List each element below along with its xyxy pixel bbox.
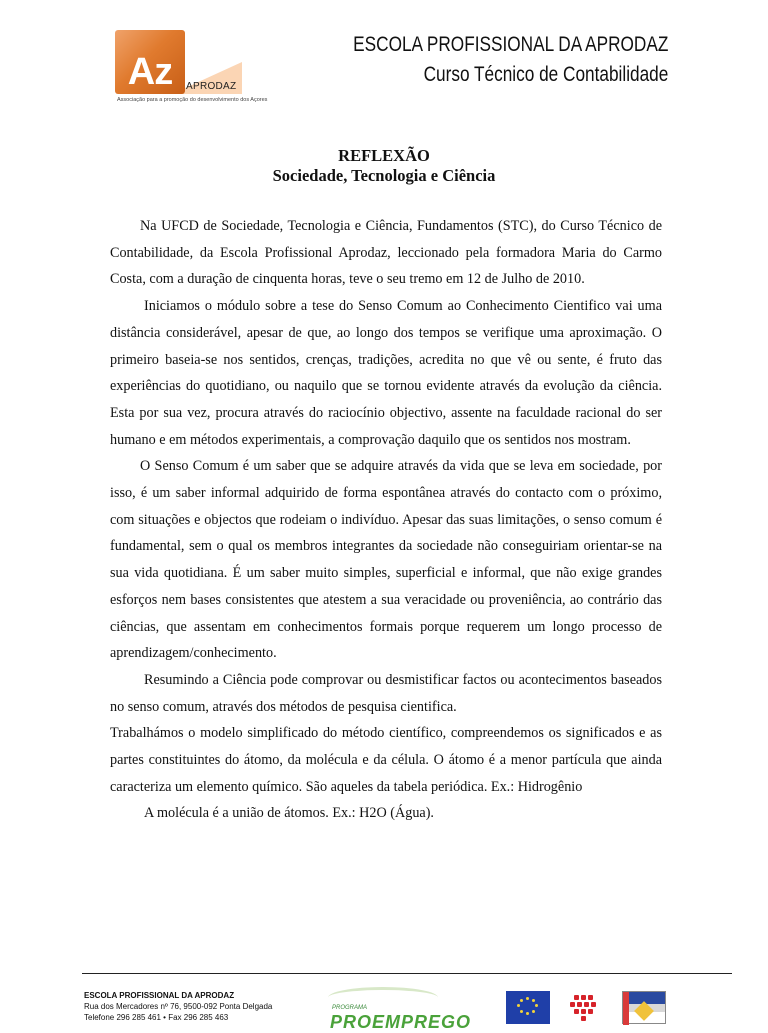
red-dot <box>574 1009 579 1014</box>
paragraph-4: Resumindo a Ciência pode comprovar ou desmistificar factos ou acontecimentos baseados no senso comum, através dos métodos de pesquisa cientifica. <box>110 671 662 715</box>
red-dot <box>581 1009 586 1014</box>
red-dot <box>584 1002 589 1007</box>
red-dot <box>574 995 579 1000</box>
red-dot <box>570 1002 575 1007</box>
azores-flag-logo <box>622 991 666 1024</box>
red-dot <box>588 995 593 1000</box>
header-course-name: Curso Técnico de Contabilidade <box>423 63 668 86</box>
proemprego-logo <box>328 985 472 1032</box>
logo-name: APRODAZ <box>186 81 237 92</box>
document-title: REFLEXÃO <box>338 146 430 165</box>
proemprego-name: PROEMPREGO <box>330 1012 472 1032</box>
footer-school-name: ESCOLA PROFISSIONAL DA APRODAZ <box>84 991 235 1000</box>
document-header <box>284 30 668 90</box>
footer-divider <box>82 973 732 974</box>
red-dots-logo <box>566 993 606 1024</box>
paragraph-3: O Senso Comum é um saber que se adquire através da vida que se leva em sociedade, por isso, é um saber informal adquirido de forma espontânea através do contacto com o próximo, com situações e objectos que rodeiam o indivíduo. Apesar das suas limitações, o senso comum é fundamental, sem o qual os membros integrantes da sociedade não conseguiriam orientar-se na sua vida quotidiana. É um saber muito simples, superficial e informal, que não exige grandes esforços nem bases consistentes que atestem a sua veracidade ou proveniência, ao contrário das ciências, que assentam em conhecimentos formais porque requerem um longo processo de aprendizagem/conhecimento. <box>110 458 662 662</box>
eu-flag-logo <box>506 991 550 1024</box>
paragraph-5: Trabalhámos o modelo simplificado do método científico, compreendemos os significados e as partes constituintes do átomo, da molécula e da célula. O átomo é a menor partícula que ainda caracteriza um elemento químico. São aqueles da tabela periódica. Ex.: Hidrogênio <box>110 725 662 795</box>
proemprego-small-label: PROGRAMA <box>332 1005 368 1011</box>
red-dot <box>588 1009 593 1014</box>
paragraph-6: A molécula é a união de átomos. Ex.: H2O (Água). <box>144 805 434 822</box>
aprodaz-logo <box>112 28 282 108</box>
eu-star <box>517 1004 520 1007</box>
eu-star <box>520 999 523 1002</box>
eu-star <box>526 1012 529 1015</box>
logo-mark: Az <box>127 51 173 93</box>
eu-star <box>532 1010 535 1013</box>
document-subtitle: Sociedade, Tecnologia e Ciência <box>272 166 496 185</box>
paragraph-1: Na UFCD de Sociedade, Tecnologia e Ciência, Fundamentos (STC), do Curso Técnico de Contabilidade, da Escola Profissional Aprodaz, leccionado pela formadora Maria do Carmo Costa, com a duração de cinquenta horas, teve o seu tremo em 12 de Julho de 2010. <box>110 218 662 288</box>
paragraph-2: Iniciamos o módulo sobre a tese do Senso Comum ao Conhecimento Cientifico vai uma distância considerável, apesar de que, ao longo dos tempos se verifique uma aproximação. O primeiro baseia-se nos sentidos, crenças, tradições, acredita no que vê ou sente, é fruto das experiências do quotidiano, ou naquilo que se tornou evidente através da evolução da ciência. Esta por sua vez, procura através do raciocínio objectivo, assente na faculdade racional do ser humano e em métodos experimentais, a comprovação daquilo que os sentidos nos mostram. <box>110 298 662 448</box>
eu-star <box>520 1010 523 1013</box>
eu-star <box>532 999 535 1002</box>
red-dot <box>577 1002 582 1007</box>
red-dot <box>581 1016 586 1021</box>
logo-tagline: Associação para a promoção do desenvolvimento dos Açores <box>117 97 268 103</box>
eu-star <box>535 1004 538 1007</box>
red-dot <box>581 995 586 1000</box>
flag-red-stripe <box>623 992 629 1025</box>
footer-contact <box>84 990 272 1023</box>
footer-address: Rua dos Mercadores nº 76, 9500-092 Ponta Delgada <box>84 1002 273 1011</box>
eu-star <box>526 997 529 1000</box>
footer-phone: Telefone 296 285 461 • Fax 296 285 463 <box>84 1013 229 1022</box>
header-school-name: ESCOLA PROFISSIONAL DA APRODAZ <box>352 33 668 56</box>
red-dot <box>591 1002 596 1007</box>
document-body <box>110 213 662 827</box>
